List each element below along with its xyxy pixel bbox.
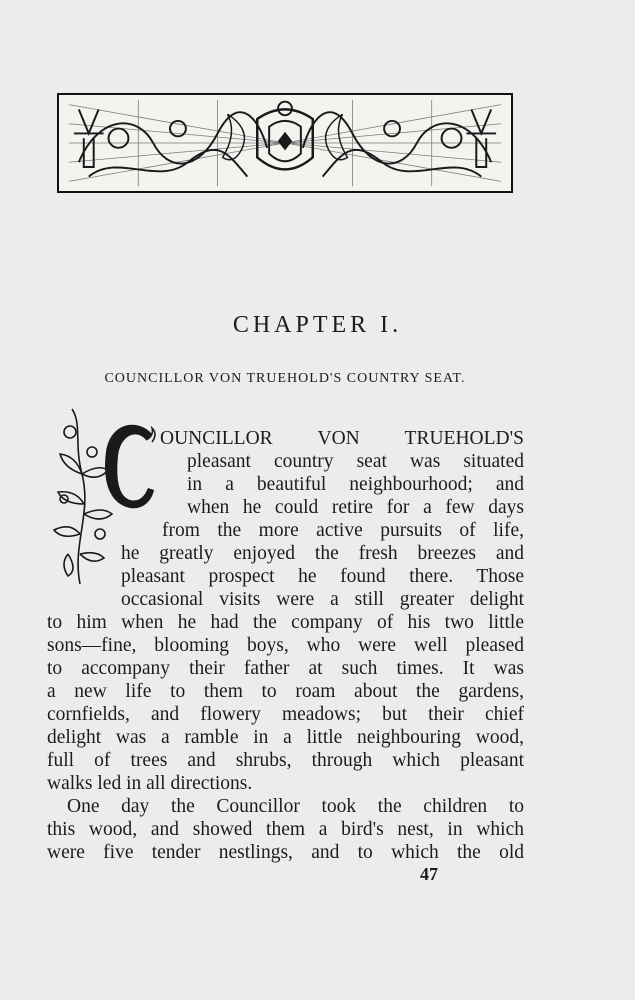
ornamental-headpiece bbox=[57, 93, 513, 193]
text-line: he greatly enjoyed the fresh breezes and bbox=[121, 543, 524, 564]
text-line: this wood, and showed them a bird's nest, in which bbox=[47, 819, 524, 840]
text-line: sons—fine, blooming boys, who were well pleased bbox=[47, 635, 524, 656]
text-line: a new life to them to roam about the gardens, bbox=[47, 681, 524, 702]
text-line: delight was a ramble in a little neighbouring wood, bbox=[47, 727, 524, 748]
text-line: pleasant country seat was situated bbox=[187, 451, 524, 472]
text-line: from the more active pursuits of life, bbox=[162, 520, 524, 541]
page-number: 47 bbox=[420, 864, 438, 884]
text-line: to accompany their father at such times. It was bbox=[47, 658, 524, 679]
text-line: walks led in all directions. bbox=[47, 773, 253, 794]
chapter-heading: CHAPTER I. bbox=[232, 312, 403, 338]
text-line: full of trees and shrubs, through which pleasant bbox=[47, 750, 524, 771]
text-line: pleasant prospect he found there. Those bbox=[121, 566, 524, 587]
text-line: OUNCILLOR VON TRUEHOLD'S bbox=[160, 428, 524, 449]
text-line: to him when he had the company of his two little bbox=[47, 612, 524, 633]
text-line: occasional visits were a still greater delight bbox=[121, 589, 524, 610]
text-line: in a beautiful neighbourhood; and bbox=[187, 474, 524, 495]
text-line: were five tender nestlings, and to which the old bbox=[47, 842, 524, 863]
chapter-subtitle: COUNCILLOR VON TRUEHOLD'S COUNTRY SEAT. bbox=[104, 371, 466, 386]
text-line: One day the Councillor took the children to bbox=[67, 796, 524, 817]
text-line: cornfields, and flowery meadows; but their chief bbox=[47, 704, 524, 725]
text-line: when he could retire for a few days bbox=[187, 497, 524, 518]
